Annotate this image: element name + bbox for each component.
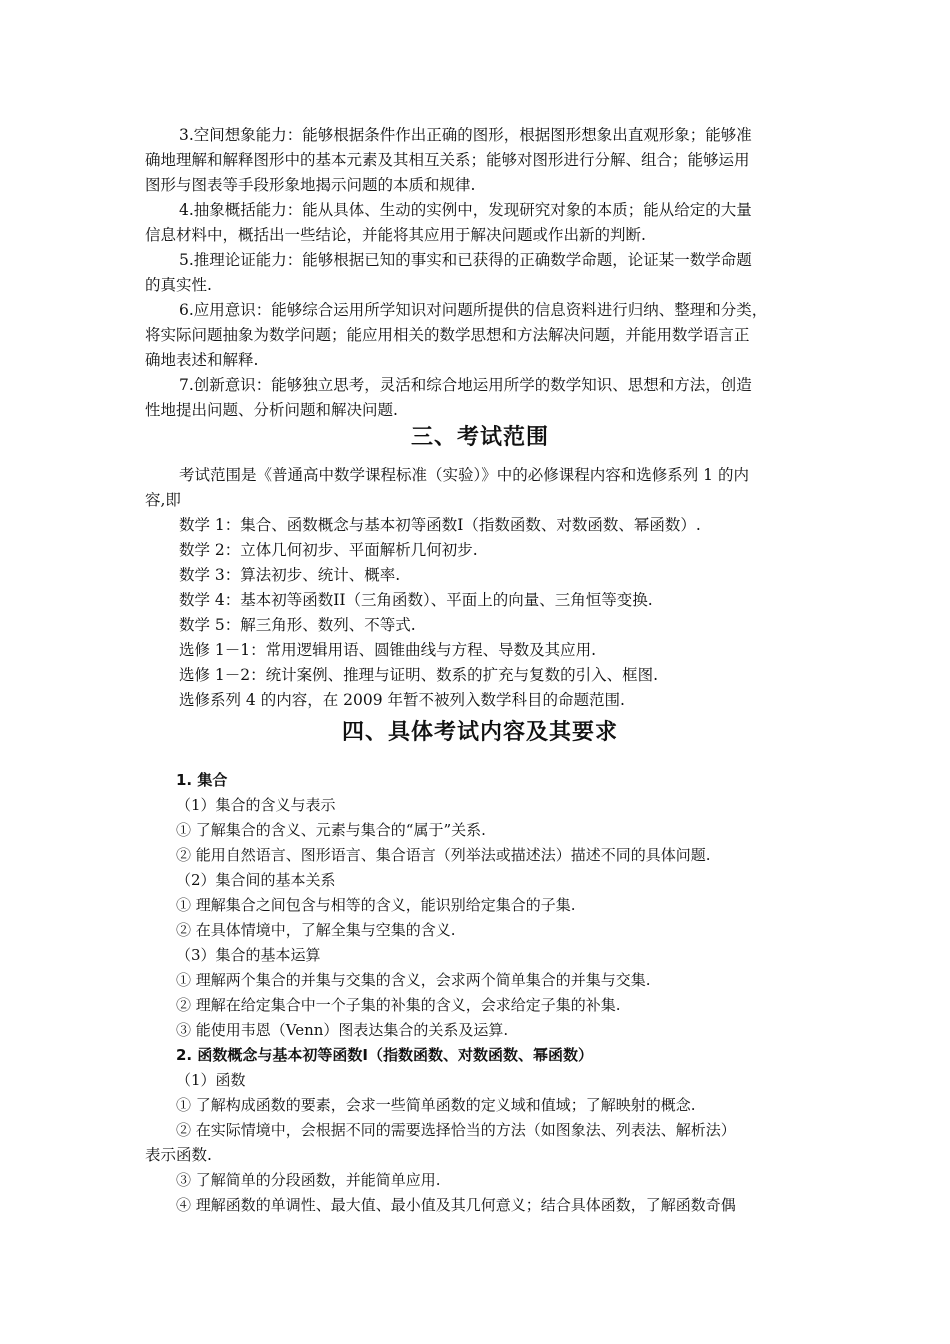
ability-6-line-1: 6.应用意识：能够综合运用所学知识对问题所提供的信息资料进行归纳、整理和分类， (179, 301, 768, 319)
subsection-2-heading: 2. 函数概念与基本初等函数Ⅰ（指数函数、对数函数、幂函数） (176, 1046, 593, 1064)
list-item: （2）集合间的基本关系 (176, 871, 336, 889)
scope-item: 数学 4：基本初等函数II（三角函数）、平面上的向量、三角恒等变换. (179, 591, 653, 609)
section-3-title: 三、考试范围 (410, 425, 549, 450)
list-item: ③ 了解简单的分段函数，并能简单应用. (176, 1171, 441, 1189)
ability-3-line-3: 图形与图表等手段形象地揭示问题的本质和规律. (145, 176, 476, 194)
list-item: ① 理解集合之间包含与相等的含义，能识别给定集合的子集. (176, 896, 576, 914)
list-item-continuation: 表示函数. (145, 1146, 212, 1164)
list-item: ③ 能使用韦恩（Venn）图表达集合的关系及运算. (176, 1021, 509, 1039)
list-item: ④ 理解函数的单调性、最大值、最小值及其几何意义；结合具体函数，了解函数奇偶 (176, 1196, 736, 1214)
scope-item: 数学 3：算法初步、统计、概率. (179, 566, 401, 584)
list-item: ① 了解集合的含义、元素与集合的“属于”关系. (176, 821, 486, 839)
section-4-title: 四、具体考试内容及其要求 (341, 720, 618, 745)
scope-item: 选修 1－2：统计案例、推理与证明、数系的扩充与复数的引入、框图. (179, 666, 659, 684)
ability-7-line-2: 性地提出问题、分析问题和解决问题. (145, 401, 398, 419)
scope-item: 数学 2：立体几何初步、平面解析几何初步. (179, 541, 478, 559)
ability-6-line-3: 确地表述和解释. (145, 351, 259, 369)
ability-5-line-2: 的真实性. (145, 276, 212, 294)
list-item: ② 能用自然语言、图形语言、集合语言（列举法或描述法）描述不同的具体问题. (176, 846, 711, 864)
list-item: （1）函数 (176, 1071, 246, 1089)
scope-item: 选修 1－1：常用逻辑用语、圆锥曲线与方程、导数及其应用. (179, 641, 597, 659)
ability-4-line-2: 信息材料中，概括出一些结论，并能将其应用于解决问题或作出新的判断. (145, 226, 646, 244)
ability-5-line-1: 5.推理论证能力：能够根据已知的事实和已获得的正确数学命题，论证某一数学命题 (179, 251, 752, 269)
section-3-intro-line-2: 容,即 (145, 491, 181, 509)
ability-7-line-1: 7.创新意识：能够独立思考，灵活和综合地运用所学的数学知识、思想和方法，创造 (179, 376, 752, 394)
list-item: ② 理解在给定集合中一个子集的补集的含义，会求给定子集的补集. (176, 996, 621, 1014)
list-item: ② 在具体情境中，了解全集与空集的含义. (176, 921, 456, 939)
ability-3-line-2: 确地理解和解释图形中的基本元素及其相互关系；能够对图形进行分解、组合；能够运用 (145, 151, 750, 169)
list-item: ① 了解构成函数的要素，会求一些简单函数的定义域和值域；了解映射的概念. (176, 1096, 696, 1114)
list-item: ② 在实际情境中，会根据不同的需要选择恰当的方法（如图象法、列表法、解析法） (176, 1121, 736, 1139)
ability-4-line-1: 4.抽象概括能力：能从具体、生动的实例中，发现研究对象的本质；能从给定的大量 (179, 201, 752, 219)
scope-item: 选修系列 4 的内容，在 2009 年暂不被列入数学科目的命题范围. (179, 691, 625, 709)
list-item: （3）集合的基本运算 (176, 946, 321, 964)
scope-item: 数学 1：集合、函数概念与基本初等函数Ⅰ（指数函数、对数函数、幂函数）. (179, 516, 701, 534)
subsection-1-heading: 1. 集合 (176, 771, 228, 789)
ability-6-line-2: 将实际问题抽象为数学问题；能应用相关的数学思想和方法解决问题，并能用数学语言正 (145, 326, 750, 344)
ability-3-line-1: 3.空间想象能力：能够根据条件作出正确的图形，根据图形想象出直观形象；能够准 (179, 126, 752, 144)
section-3-intro-line-1: 考试范围是《普通高中数学课程标准（实验）》中的必修课程内容和选修系列 1 的内 (179, 466, 749, 484)
list-item: ① 理解两个集合的并集与交集的含义，会求两个简单集合的并集与交集. (176, 971, 651, 989)
scope-item: 数学 5：解三角形、数列、不等式. (179, 616, 416, 634)
list-item: （1）集合的含义与表示 (176, 796, 336, 814)
